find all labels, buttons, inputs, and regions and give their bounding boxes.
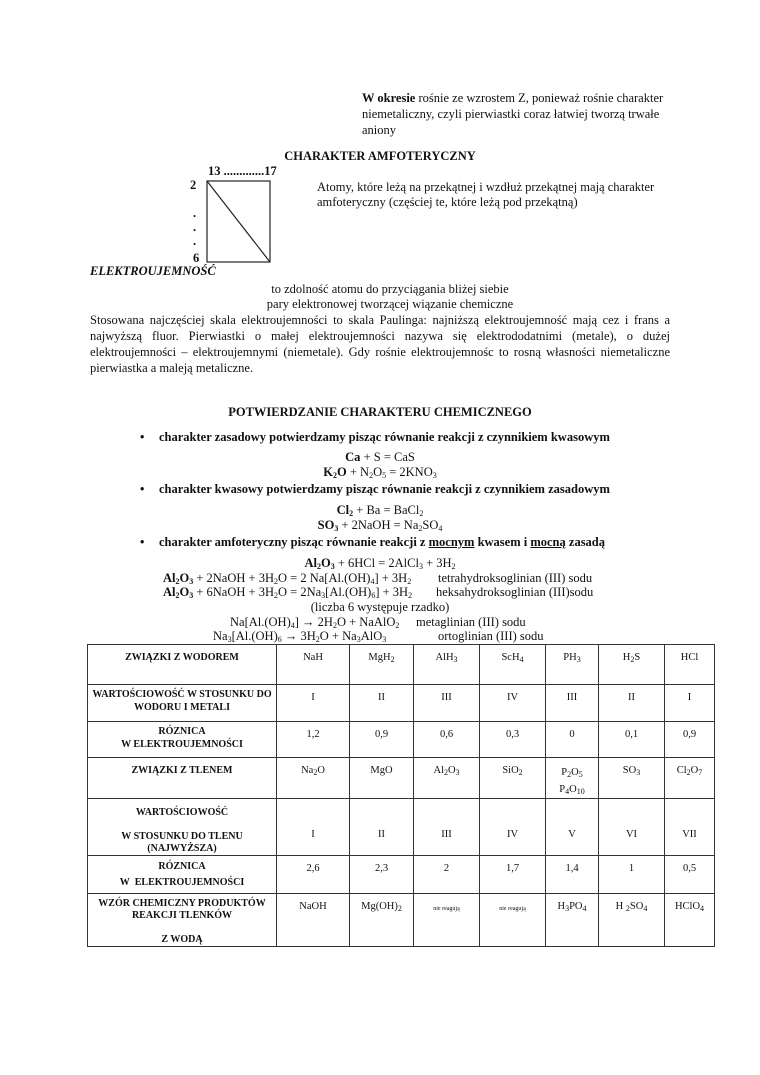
periodic-diagonal-diagram bbox=[206, 180, 272, 264]
table-row bbox=[88, 758, 715, 799]
intro-bold-lead: W okresie bbox=[362, 91, 416, 105]
table-cell: nie reagują bbox=[480, 894, 546, 947]
table-cell: $Al_2O_3$ bbox=[414, 758, 480, 799]
diagram-left-dot: . bbox=[193, 234, 197, 248]
table-cell: NaH bbox=[277, 645, 350, 685]
bullet-text: kwasem i bbox=[474, 535, 531, 549]
intro-paragraph bbox=[362, 90, 682, 138]
table-cell: ScH$_4$ bbox=[480, 645, 546, 685]
diagram-left-top: 2 bbox=[190, 178, 197, 192]
table-cell: HCl bbox=[665, 645, 715, 685]
table-cell: VI bbox=[599, 799, 665, 856]
definition-line-1: to zdolność atomu do przyciągania bliżej siebie bbox=[271, 282, 509, 296]
table-row bbox=[88, 894, 715, 947]
table-cell: $SO_3$ bbox=[599, 758, 665, 799]
row-header: RÓZNICA W ELEKTROUJEMNOŚCI bbox=[88, 722, 277, 758]
table-cell: III bbox=[414, 685, 480, 722]
bullet-icon: • bbox=[140, 482, 145, 496]
table-cell: HClO$_4$ bbox=[665, 894, 715, 947]
table-cell: 0,9 bbox=[665, 722, 715, 758]
diagram-left-bottom: 6 bbox=[193, 251, 200, 265]
table-cell: $Cl_2O_7$ bbox=[665, 758, 715, 799]
table-row bbox=[88, 856, 715, 894]
bullet-text: zasadą bbox=[565, 535, 606, 549]
row-header: WARTOŚCIOWOŚĆ W STOSUNKU DO WODORU I METALI bbox=[88, 685, 277, 722]
table-cell: I bbox=[277, 799, 350, 856]
table-cell: 1,4 bbox=[546, 856, 599, 894]
table-cell: 1,7 bbox=[480, 856, 546, 894]
equation-amph-4: $Na[Al.(OH)_4] \to 2H_2O$ + NaAlO$_2$ bbox=[230, 615, 400, 630]
table-cell: 2,3 bbox=[350, 856, 414, 894]
row-header: WZÓR CHEMICZNY PRODUKTÓW REAKCJI TLENKÓW Z WODĄ bbox=[88, 894, 277, 947]
diagram-left-dot: . bbox=[193, 206, 197, 220]
amphoteric-heading: CHARAKTER AMFOTERYCZNY bbox=[284, 149, 476, 163]
product-name-4: ortoglinian (III) sodu bbox=[438, 629, 544, 643]
table-cell: 0 bbox=[546, 722, 599, 758]
table-cell: 0,3 bbox=[480, 722, 546, 758]
row-header: ZWIĄZKI Z TLENEM bbox=[88, 758, 277, 799]
underlined-strong-base: mocną bbox=[530, 535, 566, 549]
confirmation-heading: POTWIERDZANIE CHARAKTERU CHEMICZNEGO bbox=[228, 405, 532, 419]
table-row bbox=[88, 799, 715, 856]
rarity-note: (liczba 6 występuje rzadko) bbox=[310, 600, 450, 614]
table-cell: 0,9 bbox=[350, 722, 414, 758]
equation-basic-1: Ca + S = CaS bbox=[345, 450, 415, 464]
table-cell: $H_3PO_4$ bbox=[546, 894, 599, 947]
table-cell: III bbox=[414, 799, 480, 856]
table-cell: 0,6 bbox=[414, 722, 480, 758]
underlined-strong-acid: mocnym bbox=[428, 535, 475, 549]
table-cell: I bbox=[665, 685, 715, 722]
diagram-left-dot: . bbox=[193, 220, 197, 234]
table-cell: VII bbox=[665, 799, 715, 856]
product-name-2: heksahydroksoglinian (III)sodu bbox=[436, 585, 594, 599]
table-cell: $Mg(OH)_2$ bbox=[350, 894, 414, 947]
diagram-diagonal bbox=[207, 181, 270, 262]
equation-amph-3: $Al_2O_3$ + 6NaOH + $3H_2O = 2Na_3[Al.(OH)_6] + 3H_2$ bbox=[163, 585, 413, 600]
table-cell: II bbox=[350, 685, 414, 722]
table-cell: 1,2 bbox=[277, 722, 350, 758]
equation-amph-1: $Al_2O_3 + 6HCl$ = 2AlCl$_3$ + $3H_2$ bbox=[304, 556, 456, 571]
table-cell: III bbox=[546, 685, 599, 722]
bullet-icon: • bbox=[140, 430, 145, 444]
table-cell: II bbox=[350, 799, 414, 856]
bullet-icon: • bbox=[140, 535, 145, 549]
product-name-3: metaglinian (III) sodu bbox=[416, 615, 526, 629]
table-cell: $PH_3$ bbox=[546, 645, 599, 685]
definition-line-2: pary elektronowej tworzącej wiązanie chemiczne bbox=[266, 297, 514, 311]
equation-acidic-1: $Cl_2 + Ba$ = BaCl$_2$ bbox=[336, 503, 424, 518]
diagram-top-label: 13 .............17 bbox=[208, 164, 277, 178]
row-header: RÓZNICA W ELEKTROUJEMNOŚCI bbox=[88, 856, 277, 894]
equation-acidic-2: $SO_3$ + 2NaOH = $Na_2SO_4$ bbox=[317, 518, 443, 533]
table-cell: AlH$_3$ bbox=[414, 645, 480, 685]
table-cell: H $_2SO_4$ bbox=[599, 894, 665, 947]
table-row bbox=[88, 722, 715, 758]
table-cell: 0,1 bbox=[599, 722, 665, 758]
table-cell: NaOH bbox=[277, 894, 350, 947]
table-cell: $Na_2O$ bbox=[277, 758, 350, 799]
table-cell: 2,6 bbox=[277, 856, 350, 894]
amphoteric-description: Atomy, które leżą na przekątnej i wzdłuż przekątnej mają charakter amfoteryczny (częściej te, które leżą pod przekątną) bbox=[317, 180, 655, 209]
bullet-text: charakter zasadowy potwierdzamy pisząc równanie reakcji z czynnikiem kwasowym bbox=[159, 430, 610, 444]
table-cell: 0,5 bbox=[665, 856, 715, 894]
table-cell: I bbox=[277, 685, 350, 722]
table-cell: 1 bbox=[599, 856, 665, 894]
product-name-1: tetrahydroksoglinian (III) sodu bbox=[438, 571, 593, 585]
table-cell: IV bbox=[480, 799, 546, 856]
table-cell: SiO$_2$ bbox=[480, 758, 546, 799]
row-header: WARTOŚCIOWOŚĆ W STOSUNKU DO TLENU (NAJWYŻSZA) bbox=[88, 799, 277, 856]
table-cell: MgO bbox=[350, 758, 414, 799]
table-cell: IV bbox=[480, 685, 546, 722]
table-cell: nie reagują bbox=[414, 894, 480, 947]
table-cell: II bbox=[599, 685, 665, 722]
row-header: ZWIĄZKI Z WODOREM bbox=[88, 645, 277, 685]
table-cell: $H_2S$ bbox=[599, 645, 665, 685]
table-row bbox=[88, 645, 715, 685]
table-cell: 2 bbox=[414, 856, 480, 894]
table-cell: MgH$_2$ bbox=[350, 645, 414, 685]
table-cell: $P_2O_5$ $P_4O_{10}$ bbox=[546, 758, 599, 799]
equation-amph-2: $Al_2O_3$ + 2NaOH + $3H_2O = 2$ $Na[Al.(OH)_4] + 3H_2$ bbox=[163, 571, 412, 586]
table-cell: V bbox=[546, 799, 599, 856]
bullet-text: charakter kwasowy potwierdzamy pisząc równanie reakcji z czynnikiem zasadowym bbox=[159, 482, 610, 496]
equation-amph-5: $Na_3[Al.(OH)_6 \to 3H_2O + Na_3AlO_3$ bbox=[213, 629, 387, 644]
compounds-table bbox=[87, 644, 715, 947]
equation-basic-2: $K_2O + N_2O_5 = 2KNO_3$ bbox=[323, 465, 437, 480]
electronegativity-paragraph: Stosowana najczęściej skala elektroujemności to skala Paulinga: najniższą elektroujemność mają cez i frans a najwyższą fluor. Pierwiastki o małej elektroujemności nazywa się elektrododatnimi (metale), o dużej elektroujemności – elektroujemnymi (niemetale). Gdy rośnie elektroujemnośc to rosną własności niemetaliczne pierwiastka a maleją metaliczne. bbox=[90, 313, 670, 375]
bullet-text: charakter amfoteryczny pisząc równanie reakcji z bbox=[159, 535, 429, 549]
table-row bbox=[88, 685, 715, 722]
intro-text: rośnie ze wzrostem Z, ponieważ rośnie charakter niemetaliczny, czyli pierwiastki coraz łatwiej tworzą trwałe aniony bbox=[362, 91, 664, 137]
electronegativity-heading: ELEKTROUJEMNOŚĆ bbox=[90, 264, 216, 278]
